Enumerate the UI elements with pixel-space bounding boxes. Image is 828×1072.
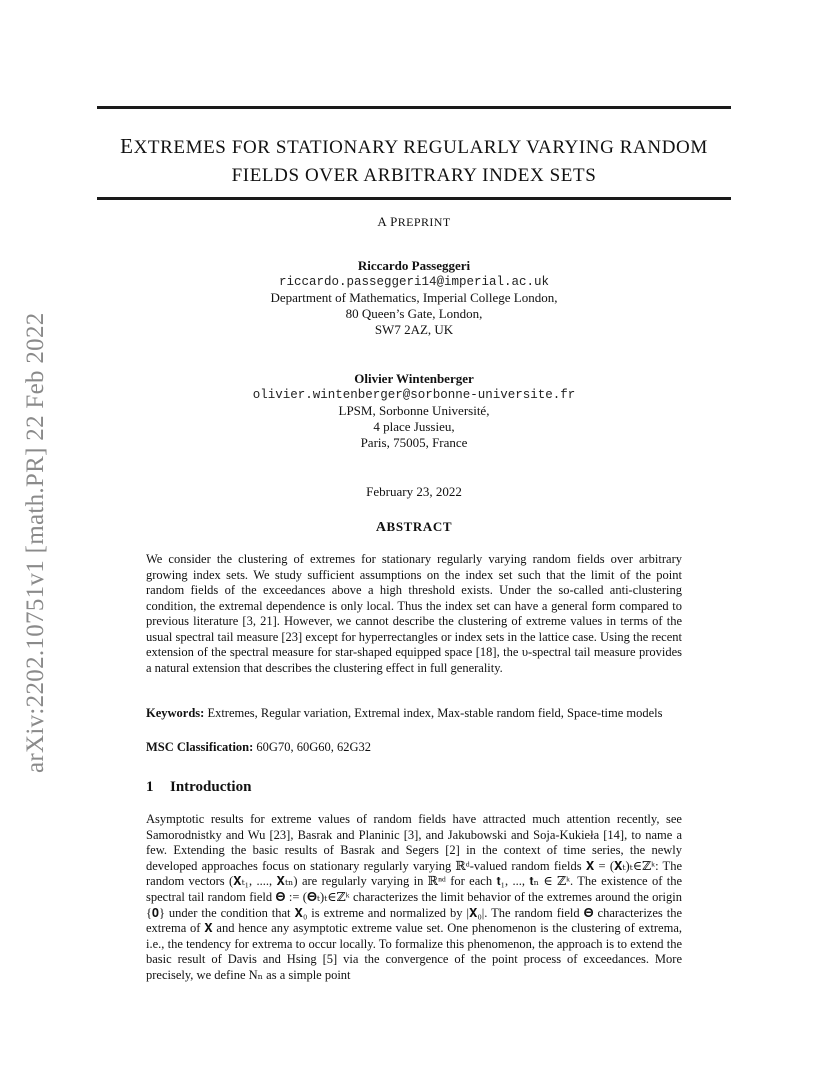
preprint-label: A PREPRINT xyxy=(377,214,451,229)
msc-classification: MSC Classification: 60G70, 60G60, 62G32 xyxy=(146,740,372,754)
abstract-text: We consider the clustering of extremes for stationary regularly varying random fields over arbitrary growing index sets. We study sufficient assumptions on the index set such that the limit of the point random fields of the exceedances above a high threshold exists. Under the so-called anti-clustering condition, the extremal dependence is only local. Thus the index set can have a general form compared to previous literature [3, 21]. However, we cannot describe the clustering of extreme values in terms of the usual spectral tail measure [23] except for hyperrectangles or index sets in the lattice case. Using the recent extension of the spectral measure for star-shaped equipped space [18], the υ-spectral tail measure provides a natural extension that describes the clustering effect in full generality. xyxy=(146,552,682,675)
keywords: Keywords: Extremes, Regular variation, Extremal index, Max-stable random field, Space-time models xyxy=(146,706,663,720)
paper-title: EXTREMES FOR STATIONARY REGULARLY VARYING RANDOM FIELDS OVER ARBITRARY INDEX SETS xyxy=(120,134,708,186)
title-bottom-rule xyxy=(97,197,731,200)
title-top-rule xyxy=(97,106,731,109)
author-2-email[interactable]: olivier.wintenberger@sorbonne-universite.fr xyxy=(252,388,576,402)
author-1-email[interactable]: riccardo.passeggeri14@imperial.ac.uk xyxy=(278,275,550,289)
arxiv-sidebar-stamp: arXiv:2202.10751v1 [math.PR] 22 Feb 2022 xyxy=(22,312,49,773)
section-heading: 1 Introduction xyxy=(146,779,252,795)
abstract-heading: ABSTRACT xyxy=(375,519,453,535)
paper-date: February 23, 2022 xyxy=(366,484,462,499)
intro-paragraph: Asymptotic results for extreme values of random fields have attracted much attention recently, see Samorodnistky and Wu [23], Basrak and Planinic [3], and Jakubowski and Soja-Kukieła [14], to name a few. Extending the basic results of Basrak and Segers [2] in the context of time series, the newly developed approaches focus on stationary regularly varying ℝᵈ-valued random fields 𝐗 = (𝐗ₜ)ₜ∈ℤᵏ: The random vectors (𝐗ₜ₁, ...., 𝐗ₜₙ) are regularly varying in ℝⁿᵈ for each 𝐭₁, ..., 𝐭ₙ ∈ ℤᵏ. The existence of the spectral tail random field 𝚯 := (𝚯ₜ)ₜ∈ℤᵏ characterizes the limit behavior of the extremes around the origin {𝟎} under the condition that 𝐗₀ is extreme and normalized by |𝐗₀|. The random field 𝚯 characterizes the extrema of 𝐗 and hence any asymptotic extreme value set. One phenomenon is the clustering of extrema, i.e., the tendency for extrema to occur locally. To formalize this phenomenon, the approach is to extend the basic result of Davis and Hsing [5] via the convergence of the point process of exceedances. More precisely, we define Nₙ as a simple point xyxy=(146,812,682,982)
author-1: Riccardo Passeggeri riccardo.passeggeri14@imperial.ac.uk Department of Mathematics, Imperial College London, 80 Queen’s Gate, London, SW7 2AZ, UK xyxy=(97,258,731,338)
author-2: Olivier Wintenberger olivier.wintenberger@sorbonne-universite.fr LPSM, Sorbonne Université, 4 place Jussieu, Paris, 75005, France xyxy=(97,371,731,451)
